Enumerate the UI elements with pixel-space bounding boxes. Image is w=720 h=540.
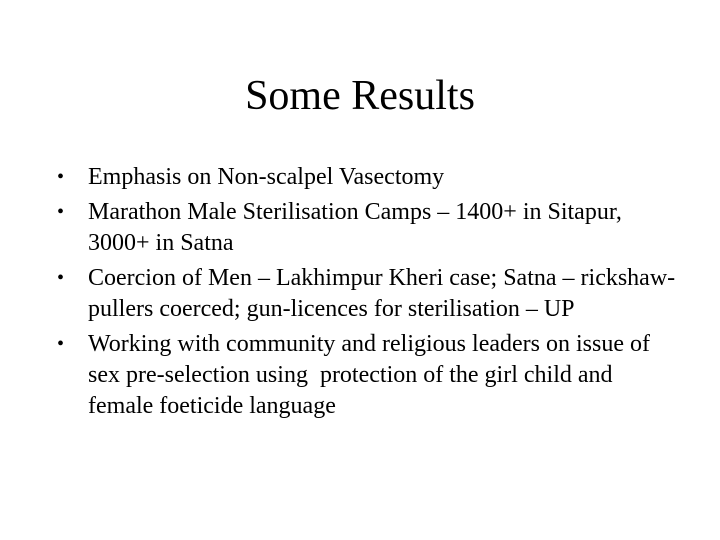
bullet-text: Marathon Male Sterilisation Camps – 1400+ in Sitapur, 3000+ in Satna <box>88 199 628 256</box>
bullet-item <box>57 197 677 259</box>
bullet-text: Emphasis on Non-scalpel Vasectomy <box>88 164 445 190</box>
bullet-text: Coercion of Men – Lakhimpur Kheri case; Satna – rickshaw-pullers coerced; gun-licences for sterilisation – UP <box>88 265 676 322</box>
bullet-text: Working with community and religious leaders on issue of sex pre-selection using protection of the girl child and female foeticide language <box>88 331 656 419</box>
bullet-icon: • <box>57 201 65 223</box>
bullet-icon: • <box>57 267 65 289</box>
bullet-icon: • <box>57 333 65 355</box>
bullet-icon: • <box>57 166 65 188</box>
bullet-item <box>57 329 677 422</box>
slide-title: Some Results <box>245 73 475 119</box>
bullet-item <box>57 263 677 325</box>
bullet-list <box>57 162 677 426</box>
bullet-item <box>57 162 677 193</box>
